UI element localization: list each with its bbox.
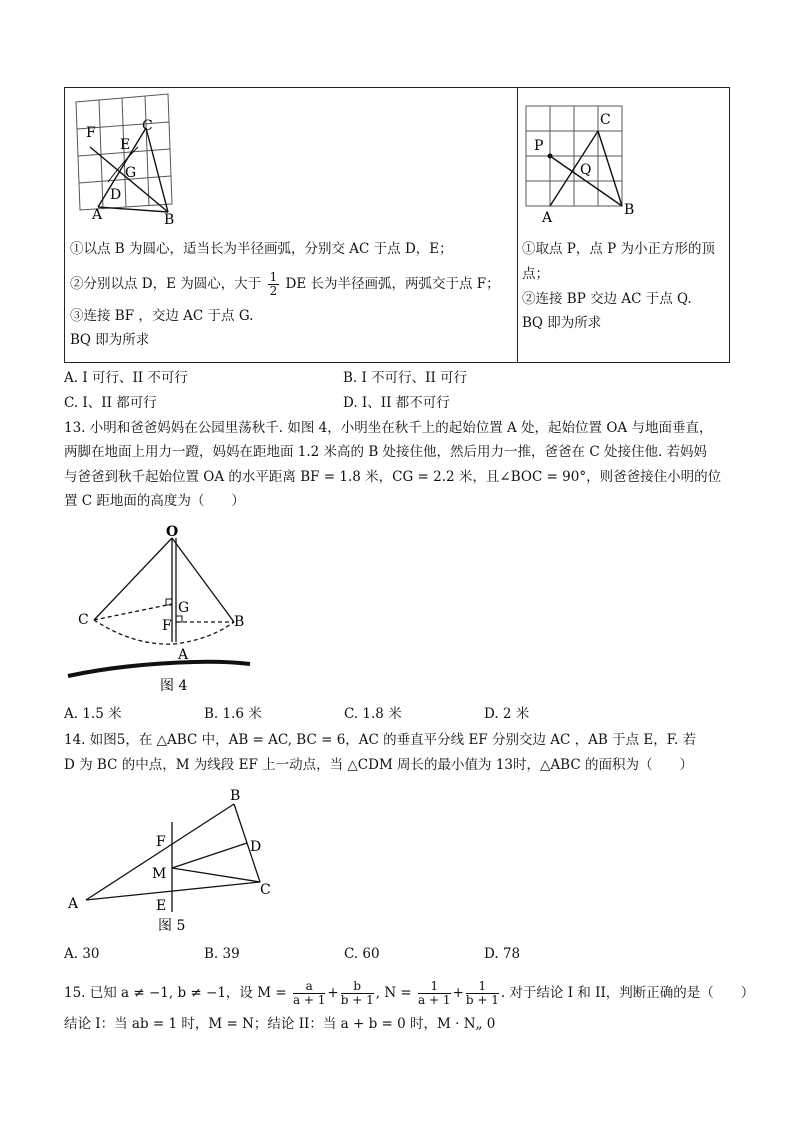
frac-num: 1 [466,980,499,994]
fig-label-B: B [624,202,635,218]
q13-figure-4 [64,524,254,694]
fig-label-A: A [92,207,103,223]
fig-label-G: G [178,600,190,616]
fig-label-O: O [166,524,179,540]
fig-label-F: F [86,125,96,141]
figure-caption: 图 4 [160,678,188,694]
q13-option-a[interactable]: A. 1.5 米 [64,706,122,722]
fig-label-C: C [142,118,153,134]
q12-right-step1-cont: 点； [522,266,549,282]
q14-option-c[interactable]: C. 60 [344,946,380,962]
fig-label-C: C [600,112,611,128]
q15-lead: 15. 已知 a ≠ −1, b ≠ −1，设 M = [64,985,287,1001]
fraction-a-over-a1 [293,980,325,1007]
q12-option-a[interactable]: A. I 可行、II 不可行 [64,370,188,386]
frac-den: a + 1 [292,993,326,1007]
frac-den: a + 1 [418,993,451,1007]
fig-label-G: G [125,165,137,181]
fig-label-B: B [234,614,245,630]
q12-left-step2 [70,271,500,298]
q13-line1: 13. 小明和爸爸妈妈在公园里荡秋千. 如图 4，小明坐在秋千上的起始位置 A 处，起始位置 OA 与地面垂直， [64,420,713,436]
q14-figure-5 [64,786,284,936]
q14-option-a[interactable]: A. 30 [64,946,100,962]
q12-option-b[interactable]: B. I 不可行、II 可行 [343,370,468,386]
q13-line2: 两脚在地面上用力一蹬，妈妈在距地面 1.2 米高的 B 处接住他，然后用力一推，爸爸在 C 处接住他. 若妈妈 [64,444,708,460]
fig-label-Q: Q [580,162,592,178]
q12-left-result: BQ 即为所求 [70,332,150,348]
fig-label-C: C [260,882,271,898]
fig-label-A: A [542,210,553,226]
q14-line1: 14. 如图5，在 △ABC 中，AB = AC, BC = 6，AC 的垂直平分线 EF 分别交边 AC ，AB 于点 E，F. 若 [64,732,697,748]
fig-label-C: C [78,612,89,628]
frac-den: b + 1 [465,993,499,1007]
fraction-1-over-b1 [466,980,499,1007]
q12-right-step2: ②连接 BP 交边 AC 于点 Q. [522,291,692,307]
q13-line4: 置 C 距地面的高度为（ ） [64,493,245,509]
figure-caption: 图 5 [158,918,186,934]
fig-label-P: P [534,138,544,154]
fig-label-B: B [230,788,241,804]
frac-den: 2 [269,284,278,298]
fig-label-A: A [178,647,189,663]
q15-line1 [64,978,754,1008]
fig-label-D: D [110,187,122,203]
frac-num: b [341,980,374,994]
fraction-half [268,271,280,298]
frac-den: b + 1 [340,993,374,1007]
q15-mid: , N = [375,985,412,1001]
fig-label-F: F [156,834,166,850]
fraction-b-over-b1 [341,980,374,1007]
fig-label-B: B [164,212,175,224]
q13-line3: 与爸爸到秋千起始位置 OA 的水平距离 BF = 1.8 米，CG = 2.2 米，且∠BOC = 90°，则爸爸接住小明的位 [64,469,722,485]
plus-sign: + [327,985,339,1001]
fig-label-A: A [68,896,79,912]
frac-num: a [293,980,325,994]
q12-right-figure [520,104,644,226]
q14-option-d[interactable]: D. 78 [484,946,521,962]
fig-label-D: D [250,839,262,855]
q12-option-c[interactable]: C. I、II 都可行 [64,395,157,411]
q12-left-step3: ③连接 BF ，交边 AC 于点 G. [70,308,254,324]
fraction-1-over-a1 [418,980,450,1007]
plus-sign: + [452,985,464,1001]
q12-option-d[interactable]: D. I、II 都不可行 [343,395,450,411]
q14-line2: D 为 BC 的中点，M 为线段 EF 上一动点，当 △CDM 周长的最小值为 13时，△ABC 的面积为（ ） [64,757,693,773]
q12-right-result: BQ 即为所求 [522,315,602,331]
q13-option-b[interactable]: B. 1.6 米 [204,706,262,722]
fig-label-E: E [120,137,131,153]
q12-left-figure [68,92,188,224]
frac-num: 1 [269,270,278,284]
fig-label-F: F [162,618,172,634]
fig-label-E: E [156,898,167,914]
q12-left-step2-a: ②分别以点 D，E 为圆心，大于 [70,276,262,292]
q15-conclusion: 结论 I：当 ab = 1 时，M = N；结论 II：当 a + b = 0 时，M · N„ 0 [64,1016,496,1032]
q14-option-b[interactable]: B. 39 [204,946,240,962]
q12-table-divider [517,87,518,363]
q15-tail: . 对于结论 I 和 II，判断正确的是（ ） [500,985,755,1001]
q12-left-step2-b: DE 长为半径画弧，两弧交于点 F； [285,276,500,292]
q12-right-step1: ①取点 P，点 P 为小正方形的顶 [522,241,716,257]
frac-num: 1 [418,980,450,994]
q12-left-step1: ①以点 B 为圆心，适当长为半径画弧，分别交 AC 于点 D，E； [70,241,453,257]
fig-label-M: M [152,866,167,882]
q13-option-c[interactable]: C. 1.8 米 [344,706,402,722]
q13-option-d[interactable]: D. 2 米 [484,706,530,722]
